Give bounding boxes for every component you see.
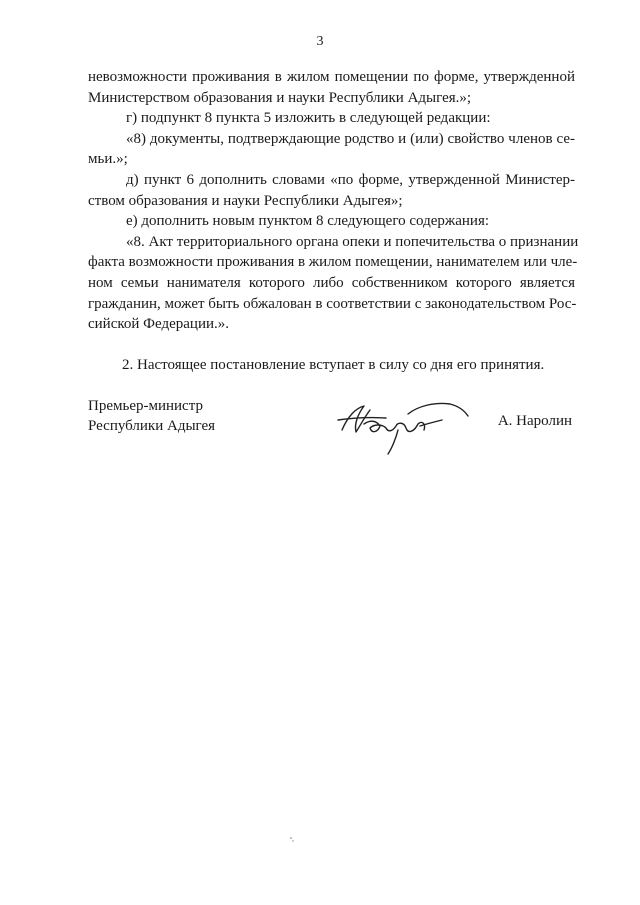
text-line: г) подпункт 8 пункта 5 изложить в следующей редакции: — [126, 110, 491, 127]
signatory-region: Республики Адыгея — [88, 418, 216, 434]
scan-artifact — [288, 836, 296, 844]
text-line: ном семьи нанимателя которого либо собственником которого является — [88, 274, 575, 291]
text-line: ством образования и науки Республики Адыгея»; — [88, 192, 403, 209]
text-line: «8. Акт территориального органа опеки и попечительства о признании — [126, 233, 579, 250]
text-line: «8) документы, подтверждающие родство и (или) свойство членов се- — [126, 130, 575, 147]
signatory-title: Премьер-министр — [88, 398, 203, 414]
text-line: е) дополнить новым пунктом 8 следующего содержания: — [126, 213, 490, 230]
text-line: д) пункт 6 дополнить словами «по форме, утвержденной Министер- — [126, 171, 575, 188]
handwritten-signature — [334, 396, 484, 456]
text-line: невозможности проживания в жилом помещении по форме, утвержденной — [88, 69, 575, 85]
text-line: 2. Настоящее постановление вступает в силу со дня его принятия. — [122, 357, 545, 374]
text-line: сийской Федерации.». — [88, 316, 230, 333]
text-line: Министерством образования и науки Республики Адыгея.»; — [88, 89, 472, 106]
text-line: факта возможности проживания в жилом помещении, нанимателем или чле- — [88, 254, 578, 271]
signatory-position — [88, 396, 215, 436]
signatory-name: А. Наролин — [497, 413, 572, 429]
document-body — [88, 67, 579, 376]
page-number: 3 — [316, 34, 324, 49]
text-line: гражданин, может быть обжалован в соответствии с законодательством Рос- — [88, 295, 577, 312]
text-line: мьи.»; — [88, 151, 128, 168]
